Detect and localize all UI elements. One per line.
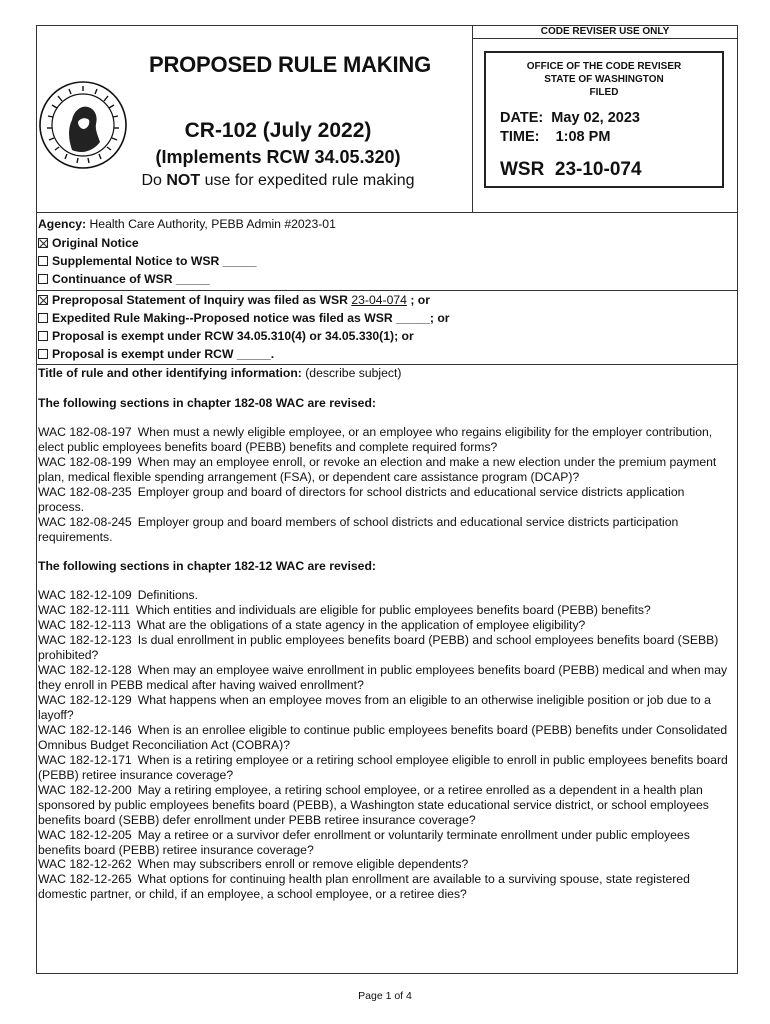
filed-date xyxy=(500,110,640,126)
wac-text: What are the obligations of a state agency in the application of employee eligibility? xyxy=(136,618,586,632)
office-line-1: OFFICE OF THE CODE REVISER xyxy=(526,61,682,72)
wac-list-item xyxy=(38,857,733,872)
notice-continuance[interactable] xyxy=(38,272,210,287)
wac-list-item xyxy=(38,618,733,633)
header-divider-vertical xyxy=(472,25,473,213)
checkbox-icon[interactable] xyxy=(38,274,48,284)
section-divider xyxy=(36,364,738,365)
warning-suffix: use for expedited rule making xyxy=(204,172,415,189)
checkbox-icon[interactable] xyxy=(38,331,48,341)
wac-code: WAC 182-12-171 xyxy=(38,753,132,767)
wac-code: WAC 182-12-129 xyxy=(38,693,132,707)
wac-text: Employer group and board of directors for school districts and educational service districts application process. xyxy=(38,485,685,514)
title-of-rule-hint: (describe subject) xyxy=(305,366,402,380)
wac-text: May a retiree or a survivor defer enrollment or voluntarily terminate enrollment under public employees benefits board (PEBB) retiree insurance coverage? xyxy=(38,828,690,857)
wac-text: When may an employee waive enrollment in public employees benefits board (PEBB) medical and when may they enroll in PEBB medical after having waived enrollment? xyxy=(38,663,728,692)
checkbox-checked-icon[interactable] xyxy=(38,238,48,248)
wac-text: What happens when an employee moves from an eligible to an otherwise ineligible position or job due to a layoff? xyxy=(38,693,711,722)
wac-text: What options for continuing health plan enrollment are available to a surviving spouse, state registered domestic partner, or child, if an employee, a school employee, or a retiree dies? xyxy=(38,872,690,901)
wac-code: WAC 182-12-113 xyxy=(38,618,131,632)
checkbox-icon[interactable] xyxy=(38,313,48,323)
filed-date-value: May 02, 2023 xyxy=(551,110,640,126)
checkbox-icon[interactable] xyxy=(38,256,48,266)
wac-text: When must a newly eligible employee, or an employee who regains eligibility for the employer contribution, elect public employees benefits board (PEBB) benefits and complete required forms? xyxy=(38,425,713,454)
wac-code: WAC 182-12-128 xyxy=(38,663,132,677)
office-line-3: FILED xyxy=(589,87,619,98)
exempt-label-2: Proposal is exempt under RCW _____. xyxy=(52,347,275,361)
wac-list-item xyxy=(38,425,733,455)
exempt-item-1[interactable] xyxy=(38,329,414,344)
wac-list-item xyxy=(38,872,733,902)
wac-list-item xyxy=(38,693,733,723)
wac-code: WAC 182-12-123 xyxy=(38,633,132,647)
wac-text: When is a retiring employee or a retiring school employee eligible to enroll in public employees benefits board (PEBB) retiree insurance coverage? xyxy=(38,753,728,782)
wac-list-item xyxy=(38,828,733,858)
agency-label: Agency: xyxy=(38,217,87,231)
wac-list-item xyxy=(38,588,733,603)
agency-row xyxy=(38,217,336,232)
notice-continuance-label: Continuance of WSR _____ xyxy=(52,272,210,286)
wac-list-item xyxy=(38,783,733,828)
wac-text: Which entities and individuals are eligible for public employees benefits board (PEBB) benefits? xyxy=(135,603,651,617)
state-seal-icon xyxy=(38,80,128,170)
notice-original[interactable] xyxy=(38,236,139,251)
exempt-label-1: Proposal is exempt under RCW 34.05.310(4) or 34.05.330(1); or xyxy=(52,329,414,343)
wac-code: WAC 182-12-205 xyxy=(38,828,132,842)
form-id: CR-102 (July 2022) xyxy=(184,119,372,142)
chapter-182-08-heading: The following sections in chapter 182-08 WAC are revised: xyxy=(38,396,376,410)
expedited-warning xyxy=(118,172,438,190)
wac-code: WAC 182-08-235 xyxy=(38,485,132,499)
expedited-label: Expedited Rule Making--Proposed notice was filed as WSR _____; or xyxy=(52,311,450,325)
section-divider xyxy=(36,290,738,291)
checkbox-checked-icon[interactable] xyxy=(38,295,48,305)
exempt-item-2[interactable] xyxy=(38,347,274,362)
preproposal-wsr-link[interactable]: 23-04-074 xyxy=(351,293,407,307)
filed-wsr-label: WSR xyxy=(500,159,545,180)
wac-list-item xyxy=(38,633,733,663)
code-reviser-only-label: CODE REVISER USE ONLY xyxy=(540,26,670,37)
filed-time-label: TIME: xyxy=(500,129,540,145)
filed-date-label: DATE: xyxy=(500,110,544,126)
wac-code: WAC 182-12-265 xyxy=(38,872,132,886)
wac-code: WAC 182-12-200 xyxy=(38,783,132,797)
page-number: Page 1 of 4 xyxy=(358,990,412,1002)
agency-value: Health Care Authority, PEBB Admin #2023-01 xyxy=(89,217,336,231)
chapter-182-12-heading: The following sections in chapter 182-12 WAC are revised: xyxy=(38,559,376,573)
implements-rcw: (Implements RCW 34.05.320) xyxy=(155,147,401,167)
filed-time-value: 1:08 PM xyxy=(555,129,611,145)
wac-text: Employer group and board members of school districts and educational service districts participation requirements. xyxy=(38,515,679,544)
wac-code: WAC 182-08-197 xyxy=(38,425,132,439)
notice-original-label: Original Notice xyxy=(52,236,139,250)
title-of-rule-row xyxy=(38,366,401,381)
warning-not: NOT xyxy=(166,172,201,189)
wac-code: WAC 182-12-111 xyxy=(38,603,130,617)
page-title: PROPOSED RULE MAKING xyxy=(148,52,432,77)
expedited-item[interactable] xyxy=(38,311,450,326)
filed-time xyxy=(500,129,610,145)
notice-supplemental-label: Supplemental Notice to WSR _____ xyxy=(52,254,257,268)
wac-text: When is an enrollee eligible to continue public employees benefits board (PEBB) benefits under Consolidated Omnibus Budget Reconciliation Act (COBRA)? xyxy=(38,723,728,752)
wac-list-item xyxy=(38,663,733,693)
notice-supplemental[interactable] xyxy=(38,254,257,269)
wac-text: When may an employee enroll, or revoke an election and make a new election under the premium payment plan, medical flexible spending arrangement (FSA), or dependent care assistance program (DCAP)? xyxy=(38,455,717,484)
wac-text: When may subscribers enroll or remove eligible dependents? xyxy=(137,857,469,871)
title-of-rule-label: Title of rule and other identifying information: xyxy=(38,366,302,380)
wac-list-item xyxy=(38,515,733,545)
checkbox-icon[interactable] xyxy=(38,349,48,359)
wac-code: WAC 182-08-245 xyxy=(38,515,132,529)
preproposal-item[interactable] xyxy=(38,293,430,308)
wac-text: May a retiring employee, a retiring school employee, or a retiree enrolled as a dependent in a health plan sponsored by public employees benefits board (PEBB), a Washington state educational service district, or school employees benefits board (SEBB) defer enrollment under PEBB retiree insurance coverage? xyxy=(38,783,709,827)
filed-wsr-value: 23-10-074 xyxy=(554,159,642,180)
wac-code: WAC 182-12-262 xyxy=(38,857,132,871)
office-line-2: STATE OF WASHINGTON xyxy=(544,74,664,85)
wac-text: Definitions. xyxy=(137,588,199,602)
wac-text: Is dual enrollment in public employees benefits board (PEBB) and school employees benefits board (SEBB) prohibited? xyxy=(38,633,719,662)
filed-wsr xyxy=(500,159,642,181)
wac-list-item xyxy=(38,753,733,783)
wac-list-item xyxy=(38,455,733,485)
header-divider-horizontal xyxy=(36,212,738,213)
wac-code: WAC 182-08-199 xyxy=(38,455,132,469)
wac-list-item xyxy=(38,603,733,618)
preproposal-label: Preproposal Statement of Inquiry was filed as WSR xyxy=(52,293,348,307)
warning-prefix: Do xyxy=(141,172,162,189)
wac-code: WAC 182-12-109 xyxy=(38,588,132,602)
wac-list-item xyxy=(38,485,733,515)
preproposal-suffix: ; or xyxy=(410,293,430,307)
reviser-divider xyxy=(472,38,738,39)
wac-code: WAC 182-12-146 xyxy=(38,723,132,737)
wac-list-item xyxy=(38,723,733,753)
